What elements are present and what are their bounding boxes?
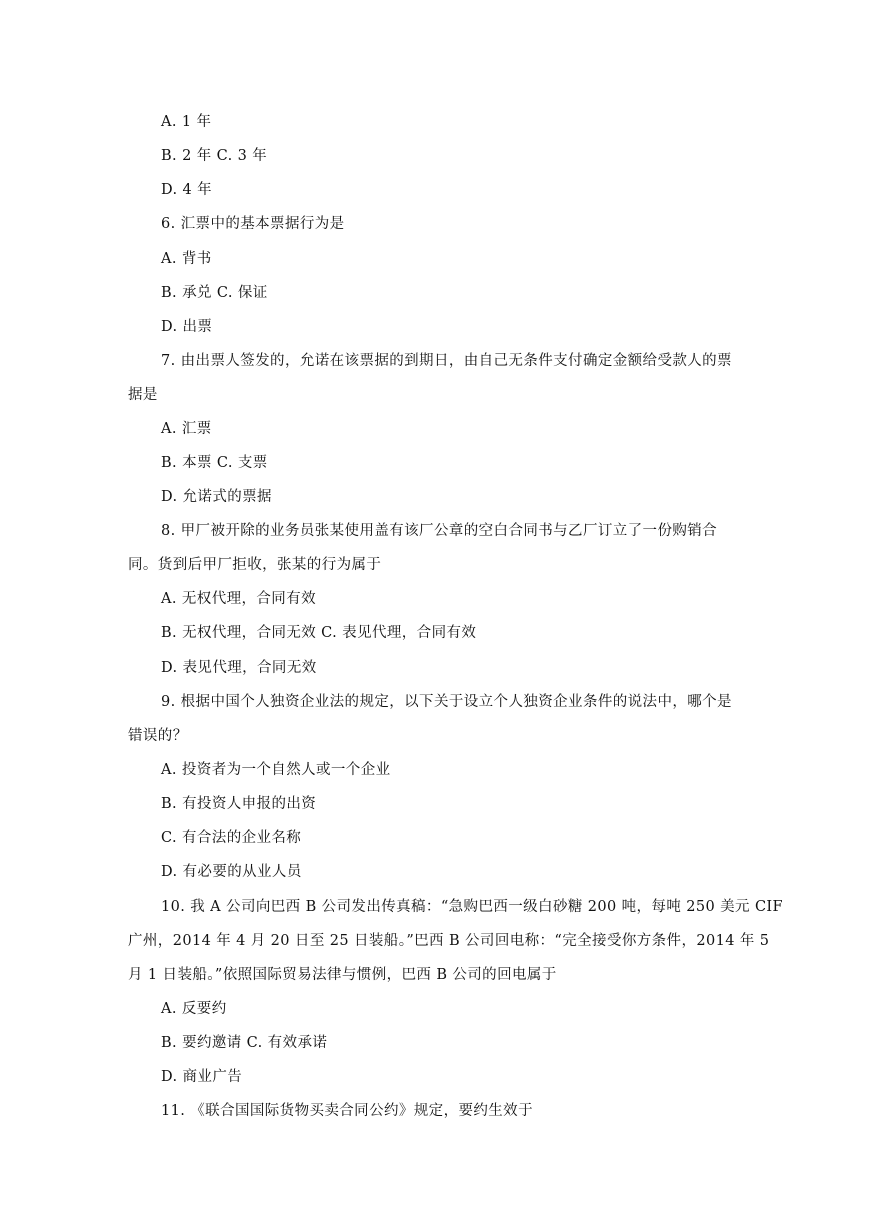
option-d-line: D. 表见代理，合同无效 [161, 660, 317, 676]
question-10-continued: 月 1 日装船。”依照国际贸易法律与惯例，巴西 B 公司的回电属于 [128, 967, 557, 983]
question-9: 9. 根据中国个人独资企业法的规定，以下关于设立个人独资企业条件的说法中，哪个是 [161, 694, 732, 710]
question-10: 10. 我 A 公司向巴西 B 公司发出传真稿：“急购巴西一级白砂糖 200 吨，每吨 250 美元 CIF [161, 899, 784, 915]
option-d-line: D. 4 年 [161, 182, 213, 198]
option-bc-line: B. 2 年 C. 3 年 [161, 148, 268, 164]
option-b-line: B. 有投资人申报的出资 [161, 796, 317, 812]
option-a-line: A. 1 年 [161, 114, 212, 130]
option-a-line: A. 反要约 [161, 1001, 227, 1017]
option-d-line: D. 允诺式的票据 [161, 489, 272, 505]
question-6: 6. 汇票中的基本票据行为是 [161, 216, 345, 232]
question-9-continued: 错误的？ [128, 728, 188, 744]
option-d-line: D. 有必要的从业人员 [161, 864, 302, 880]
question-11: 11. 《联合国国际货物买卖合同公约》规定，要约生效于 [161, 1103, 533, 1119]
option-bc-line: B. 要约邀请 C. 有效承诺 [161, 1035, 328, 1051]
option-bc-line: B. 承兑 C. 保证 [161, 285, 268, 301]
question-7-continued: 据是 [128, 387, 158, 403]
option-a-line: A. 汇票 [161, 421, 212, 437]
option-a-line: A. 无权代理，合同有效 [161, 591, 316, 607]
option-c-line: C. 有合法的企业名称 [161, 830, 302, 846]
question-8-continued: 同。货到后甲厂拒收，张某的行为属于 [128, 557, 382, 573]
option-a-line: A. 投资者为一个自然人或一个企业 [161, 762, 391, 778]
question-8: 8. 甲厂被开除的业务员张某使用盖有该厂公章的空白合同书与乙厂订立了一份购销合 [161, 523, 718, 539]
option-d-line: D. 商业广告 [161, 1069, 243, 1085]
option-bc-line: B. 本票 C. 支票 [161, 455, 268, 471]
option-a-line: A. 背书 [161, 251, 212, 267]
question-10-continued: 广州，2014 年 4 月 20 日至 25 日装船。”巴西 B 公司回电称：“完全接受你方条件，2014 年 5 [128, 933, 770, 949]
option-bc-line: B. 无权代理，合同无效 C. 表见代理，合同有效 [161, 625, 477, 641]
question-7: 7. 由出票人签发的，允诺在该票据的到期日，由自己无条件支付确定金额给受款人的票 [161, 353, 732, 369]
option-d-line: D. 出票 [161, 319, 213, 335]
